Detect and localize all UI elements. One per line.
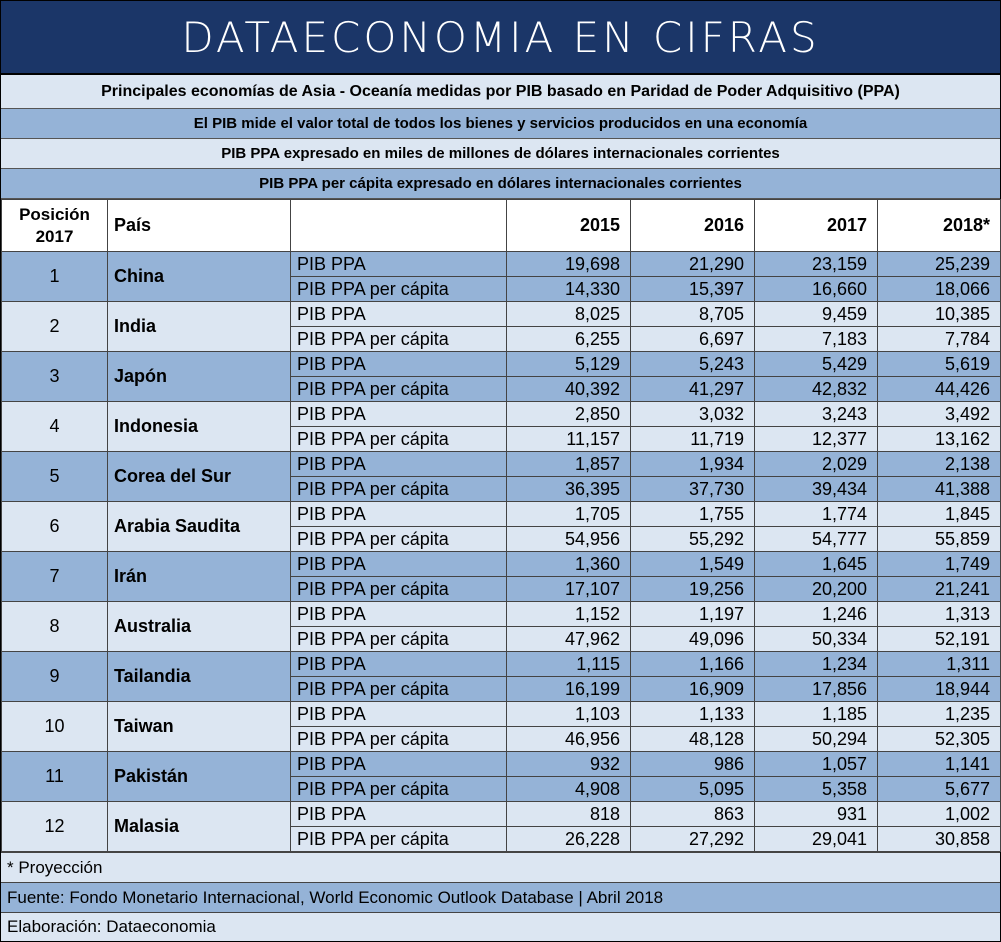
value-cell: 19,698: [507, 252, 631, 277]
value-cell: 26,228: [507, 827, 631, 852]
value-cell: 3,032: [631, 402, 755, 427]
value-cell: 18,944: [878, 677, 1001, 702]
value-cell: 1,360: [507, 552, 631, 577]
value-cell: 3,243: [755, 402, 878, 427]
value-cell: 1,749: [878, 552, 1001, 577]
value-cell: 47,962: [507, 627, 631, 652]
position-cell: 9: [2, 652, 108, 702]
value-cell: 1,313: [878, 602, 1001, 627]
value-cell: 1,197: [631, 602, 755, 627]
metric-label-cell: PIB PPA per cápita: [291, 827, 507, 852]
table-row: [2, 602, 1001, 627]
value-cell: 8,025: [507, 302, 631, 327]
value-cell: 23,159: [755, 252, 878, 277]
table-row: [2, 802, 1001, 827]
country-cell: Pakistán: [108, 752, 291, 802]
position-cell: 6: [2, 502, 108, 552]
value-cell: 17,107: [507, 577, 631, 602]
value-cell: 16,909: [631, 677, 755, 702]
table-body: [2, 252, 1001, 852]
value-cell: 30,858: [878, 827, 1001, 852]
col-header-metric: [291, 200, 507, 252]
units-per-capita-line: PIB PPA per cápita expresado en dólares internacionales corrientes: [1, 169, 1000, 199]
value-cell: 21,290: [631, 252, 755, 277]
value-cell: 986: [631, 752, 755, 777]
country-cell: Australia: [108, 602, 291, 652]
value-cell: 6,255: [507, 327, 631, 352]
value-cell: 19,256: [631, 577, 755, 602]
value-cell: 20,200: [755, 577, 878, 602]
value-cell: 2,138: [878, 452, 1001, 477]
value-cell: 1,166: [631, 652, 755, 677]
country-cell: Japón: [108, 352, 291, 402]
value-cell: 1,645: [755, 552, 878, 577]
value-cell: 818: [507, 802, 631, 827]
value-cell: 54,956: [507, 527, 631, 552]
table-row: [2, 752, 1001, 777]
metric-label-cell: PIB PPA: [291, 352, 507, 377]
value-cell: 1,133: [631, 702, 755, 727]
footnote-projection: * Proyección: [1, 852, 1000, 882]
table-row: [2, 402, 1001, 427]
value-cell: 5,429: [755, 352, 878, 377]
banner-title: DATAECONOMIA EN CIFRAS: [1, 1, 1000, 75]
value-cell: 49,096: [631, 627, 755, 652]
table-row: [2, 702, 1001, 727]
country-cell: China: [108, 252, 291, 302]
value-cell: 5,619: [878, 352, 1001, 377]
value-cell: 1,774: [755, 502, 878, 527]
value-cell: 7,183: [755, 327, 878, 352]
value-cell: 36,395: [507, 477, 631, 502]
value-cell: 1,185: [755, 702, 878, 727]
value-cell: 54,777: [755, 527, 878, 552]
metric-label-cell: PIB PPA: [291, 702, 507, 727]
metric-label-cell: PIB PPA per cápita: [291, 677, 507, 702]
value-cell: 11,157: [507, 427, 631, 452]
country-cell: Malasia: [108, 802, 291, 852]
country-cell: Arabia Saudita: [108, 502, 291, 552]
position-cell: 5: [2, 452, 108, 502]
country-cell: Corea del Sur: [108, 452, 291, 502]
value-cell: 1,845: [878, 502, 1001, 527]
value-cell: 50,334: [755, 627, 878, 652]
metric-label-cell: PIB PPA: [291, 502, 507, 527]
metric-label-cell: PIB PPA: [291, 452, 507, 477]
metric-label-cell: PIB PPA per cápita: [291, 277, 507, 302]
metric-label-cell: PIB PPA: [291, 252, 507, 277]
value-cell: 1,311: [878, 652, 1001, 677]
units-ppa-line: PIB PPA expresado en miles de millones de dólares internacionales corrientes: [1, 139, 1000, 169]
position-cell: 10: [2, 702, 108, 752]
value-cell: 55,292: [631, 527, 755, 552]
value-cell: 5,095: [631, 777, 755, 802]
value-cell: 37,730: [631, 477, 755, 502]
table-main-heading: Principales economías de Asia - Oceanía medidas por PIB basado en Paridad de Poder Adquisitivo (PPA): [1, 75, 1000, 109]
metric-label-cell: PIB PPA per cápita: [291, 577, 507, 602]
value-cell: 15,397: [631, 277, 755, 302]
metric-label-cell: PIB PPA per cápita: [291, 627, 507, 652]
metric-label-cell: PIB PPA per cápita: [291, 377, 507, 402]
table-header-row: [2, 200, 1001, 252]
table-row: [2, 352, 1001, 377]
metric-label-cell: PIB PPA: [291, 302, 507, 327]
value-cell: 1,002: [878, 802, 1001, 827]
metric-label-cell: PIB PPA per cápita: [291, 427, 507, 452]
value-cell: 1,057: [755, 752, 878, 777]
metric-label-cell: PIB PPA: [291, 402, 507, 427]
country-cell: Indonesia: [108, 402, 291, 452]
value-cell: 5,677: [878, 777, 1001, 802]
value-cell: 1,857: [507, 452, 631, 477]
value-cell: 48,128: [631, 727, 755, 752]
value-cell: 931: [755, 802, 878, 827]
value-cell: 41,388: [878, 477, 1001, 502]
value-cell: 42,832: [755, 377, 878, 402]
source-note: Fuente: Fondo Monetario Internacional, World Economic Outlook Database | Abril 2018: [1, 882, 1000, 912]
col-header-country: País: [108, 200, 291, 252]
value-cell: 1,115: [507, 652, 631, 677]
position-cell: 11: [2, 752, 108, 802]
value-cell: 16,199: [507, 677, 631, 702]
value-cell: 3,492: [878, 402, 1001, 427]
value-cell: 44,426: [878, 377, 1001, 402]
gdp-table: [1, 199, 1001, 852]
metric-label-cell: PIB PPA: [291, 752, 507, 777]
col-header-year: 2016: [631, 200, 755, 252]
country-cell: Irán: [108, 552, 291, 602]
value-cell: 1,141: [878, 752, 1001, 777]
value-cell: 52,305: [878, 727, 1001, 752]
metric-label-cell: PIB PPA: [291, 602, 507, 627]
value-cell: 16,660: [755, 277, 878, 302]
value-cell: 5,358: [755, 777, 878, 802]
country-cell: Taiwan: [108, 702, 291, 752]
value-cell: 1,103: [507, 702, 631, 727]
value-cell: 1,549: [631, 552, 755, 577]
table-row: [2, 302, 1001, 327]
metric-label-cell: PIB PPA: [291, 802, 507, 827]
metric-label-cell: PIB PPA per cápita: [291, 527, 507, 552]
value-cell: 9,459: [755, 302, 878, 327]
col-header-position: Posición 2017: [2, 200, 108, 252]
value-cell: 7,784: [878, 327, 1001, 352]
position-cell: 4: [2, 402, 108, 452]
value-cell: 55,859: [878, 527, 1001, 552]
value-cell: 1,705: [507, 502, 631, 527]
value-cell: 39,434: [755, 477, 878, 502]
position-cell: 8: [2, 602, 108, 652]
value-cell: 25,239: [878, 252, 1001, 277]
value-cell: 1,755: [631, 502, 755, 527]
metric-label-cell: PIB PPA per cápita: [291, 777, 507, 802]
value-cell: 46,956: [507, 727, 631, 752]
value-cell: 8,705: [631, 302, 755, 327]
position-cell: 1: [2, 252, 108, 302]
metric-label-cell: PIB PPA: [291, 552, 507, 577]
value-cell: 1,234: [755, 652, 878, 677]
value-cell: 6,697: [631, 327, 755, 352]
value-cell: 10,385: [878, 302, 1001, 327]
metric-label-cell: PIB PPA per cápita: [291, 727, 507, 752]
value-cell: 21,241: [878, 577, 1001, 602]
position-cell: 12: [2, 802, 108, 852]
value-cell: 12,377: [755, 427, 878, 452]
value-cell: 2,029: [755, 452, 878, 477]
value-cell: 29,041: [755, 827, 878, 852]
value-cell: 5,243: [631, 352, 755, 377]
value-cell: 41,297: [631, 377, 755, 402]
value-cell: 17,856: [755, 677, 878, 702]
value-cell: 4,908: [507, 777, 631, 802]
value-cell: 1,246: [755, 602, 878, 627]
value-cell: 11,719: [631, 427, 755, 452]
value-cell: 40,392: [507, 377, 631, 402]
table-row: [2, 452, 1001, 477]
position-cell: 2: [2, 302, 108, 352]
value-cell: 18,066: [878, 277, 1001, 302]
value-cell: 52,191: [878, 627, 1001, 652]
metric-label-cell: PIB PPA: [291, 652, 507, 677]
col-header-year: 2018*: [878, 200, 1001, 252]
position-cell: 3: [2, 352, 108, 402]
definition-line: El PIB mide el valor total de todos los bienes y servicios producidos en una economía: [1, 109, 1000, 139]
country-cell: Tailandia: [108, 652, 291, 702]
value-cell: 932: [507, 752, 631, 777]
value-cell: 1,152: [507, 602, 631, 627]
value-cell: 50,294: [755, 727, 878, 752]
value-cell: 13,162: [878, 427, 1001, 452]
value-cell: 5,129: [507, 352, 631, 377]
country-cell: India: [108, 302, 291, 352]
table-row: [2, 502, 1001, 527]
col-header-year: 2017: [755, 200, 878, 252]
value-cell: 27,292: [631, 827, 755, 852]
col-header-year: 2015: [507, 200, 631, 252]
credit-note: Elaboración: Dataeconomia: [1, 912, 1000, 941]
value-cell: 1,934: [631, 452, 755, 477]
value-cell: 14,330: [507, 277, 631, 302]
table-row: [2, 652, 1001, 677]
table-row: [2, 252, 1001, 277]
metric-label-cell: PIB PPA per cápita: [291, 327, 507, 352]
position-cell: 7: [2, 552, 108, 602]
value-cell: 863: [631, 802, 755, 827]
value-cell: 1,235: [878, 702, 1001, 727]
metric-label-cell: PIB PPA per cápita: [291, 477, 507, 502]
value-cell: 2,850: [507, 402, 631, 427]
table-row: [2, 552, 1001, 577]
